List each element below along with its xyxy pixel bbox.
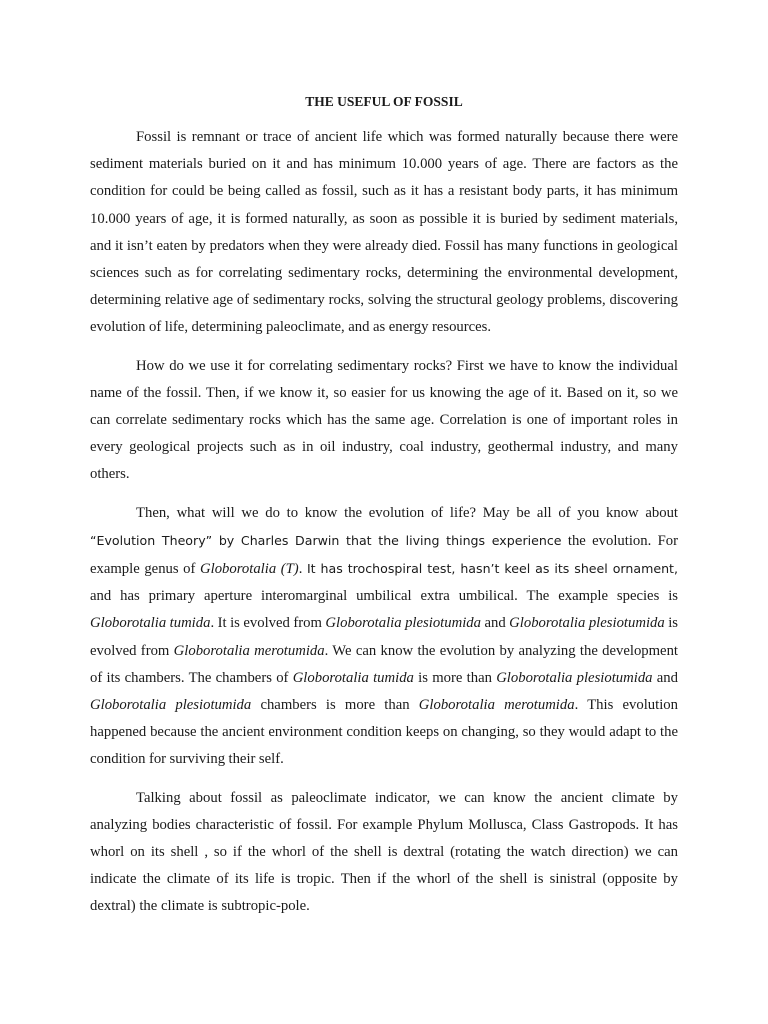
paragraph bbox=[90, 353, 678, 489]
species-name: Globorotalia plesiotumida bbox=[90, 697, 252, 714]
species-name: Globorotalia merotumida bbox=[418, 697, 575, 714]
species-name: Globorotalia plesiotumida bbox=[509, 615, 665, 632]
text-segment: chambers is more than bbox=[251, 697, 419, 714]
species-name: Globorotalia tumida bbox=[90, 615, 211, 632]
species-name: Globorotalia plesiotumida bbox=[325, 615, 481, 632]
text-segment: How do we use it for correlating sedimentary rocks? First we have to know the individual name of the fossil. Then, if we know it, so easier for us knowing the age of it. Based on it, so we can correlate sedimentary rocks which has the same age. Correlation is one of important roles in every geological projects such as in oil industry, coal industry, geothermal industry, and many others. bbox=[90, 357, 678, 483]
text-segment: It has trochospiral test, hasn’t keel as its sheel ornament, bbox=[306, 561, 679, 577]
text-segment: . This evolution happened because the ancient environment condition keeps on changing, so they would adapt to the condition for surviving their self. bbox=[90, 697, 678, 768]
text-segment: Then, what will we do to know the evolution of life? May be all of you know about bbox=[136, 504, 678, 521]
text-segment: Talking about fossil as paleoclimate indicator, we can know the ancient climate by analyzing bodies characteristic of fossil. For example Phylum Mollusca, Class Gastropods. It has whorl on its shell , so if the whorl of the shell is dextral (rotating the watch direction) we can indicate the climate of its life is tropic. Then if the whorl of the shell is sinistral (opposite by dextral) the climate is subtropic-pole. bbox=[90, 789, 678, 915]
species-name: Globorotalia tumida bbox=[292, 669, 414, 686]
species-name: Globorotalia plesiotumida bbox=[496, 669, 653, 686]
text-segment: “Evolution Theory” by Charles Darwin that the living things experience bbox=[90, 532, 562, 548]
text-segment: and bbox=[652, 669, 678, 686]
paragraph bbox=[90, 785, 678, 921]
text-segment: . bbox=[298, 561, 307, 578]
text-segment: and has primary aperture interomarginal umbilical extra umbilical. The example species is bbox=[90, 588, 678, 605]
paragraph bbox=[90, 124, 678, 342]
paragraph bbox=[90, 500, 678, 774]
species-name: Globorotalia (T) bbox=[200, 561, 299, 578]
text-segment: Fossil is remnant or trace of ancient life which was formed naturally because there were sediment materials buried on it and has minimum 10.000 years of age. There are factors as the condition for could be being called as fossil, such as it has a resistant body parts, it has minimum 10.000 years of age, it is formed naturally, as soon as possible it is buried by sediment materials, and it isn’t eaten by predators when they were already died. Fossil has many functions in geological sciences such as for correlating sedimentary rocks, determining the environmental development, determining relative age of sedimentary rocks, solving the structural geology problems, discovering evolution of life, determining paleoclimate, and as energy resources. bbox=[90, 129, 678, 336]
text-segment: the evolution. For example genus of bbox=[90, 532, 678, 578]
document-body bbox=[90, 124, 678, 932]
text-segment: is more than bbox=[413, 669, 497, 686]
text-segment: and bbox=[480, 615, 510, 632]
document-title: THE USEFUL OF FOSSIL bbox=[305, 94, 463, 109]
text-segment: . It is evolved from bbox=[210, 615, 326, 632]
text-segment: . We can know the evolution by analyzing the development of its chambers. The chambers of bbox=[90, 642, 679, 686]
species-name: Globorotalia merotumida bbox=[173, 642, 325, 659]
text-segment: is evolved from bbox=[90, 615, 679, 659]
